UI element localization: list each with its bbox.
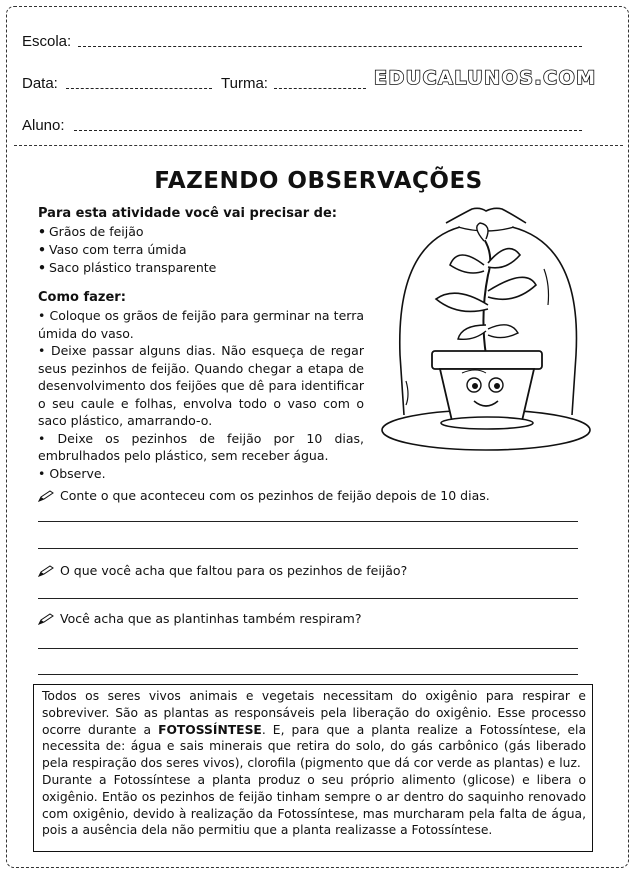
answer-line[interactable]	[38, 548, 578, 549]
aluno-field[interactable]	[74, 130, 582, 131]
method-heading: Como fazer:	[38, 290, 126, 305]
aluno-label: Aluno:	[22, 117, 65, 134]
material-item: • Saco plástico transparente	[38, 260, 217, 275]
method-step: • Deixe os pezinhos de feijão por 10 dias, embrulhados pelo plástico, sem receber água.	[38, 430, 365, 463]
turma-field[interactable]	[274, 88, 366, 89]
method-step: • Observe.	[38, 465, 106, 481]
answer-line[interactable]	[38, 648, 578, 649]
material-item: • Vaso com terra úmida	[38, 242, 187, 257]
info-paragraph-1: Todos os seres vivos animais e vegetais necessitam do oxigênio para respirar e sobreviver. São as plantas as responsáveis pela liberação do oxigênio. Esse processo ocorre durante a FOTOSSÍNTESE. E, para que a planta realize a Fotossíntese, ela necessita de: água e sais minerais que retira do solo, do gás carbônico (gás liberado pela respiração dos seres vivos), clorofila (pigmento que dá cor verde as plantas) e luz.	[42, 689, 586, 771]
method-steps	[38, 307, 364, 482]
info-paragraph-2: Durante a Fotossíntese a planta produz o seu próprio alimento (glicose) e libera o oxigênio. Então os pezinhos de feijão tinham sempre o ar dentro do saquinho renovado com oxigênio, devido à realização da Fotossíntese, mas murcharam pela falta de água, pois a ausência dela não permitiu que a planta realizasse a Fotossíntese.	[42, 772, 586, 838]
question-1: Conte o que aconteceu com os pezinhos de feijão depois de 10 dias.	[38, 488, 490, 503]
turma-label: Turma:	[221, 75, 268, 92]
escola-label: Escola:	[22, 33, 72, 50]
brand-logo: EDUCALUNOS.COM	[374, 67, 597, 89]
header-separator	[14, 145, 623, 146]
page-title: FAZENDO OBSERVAÇÕES	[154, 168, 483, 194]
method-step: • Coloque os grãos de feijão para germinar na terra úmida do vaso.	[38, 308, 364, 341]
pencil-icon	[38, 565, 54, 577]
pencil-icon	[38, 490, 54, 502]
question-3: Você acha que as plantinhas também respiram?	[38, 611, 361, 626]
materials-heading: Para esta atividade você vai precisar de:	[38, 206, 337, 221]
answer-line[interactable]	[38, 598, 578, 599]
plant-in-bag-illustration	[376, 205, 596, 465]
answer-line[interactable]	[38, 521, 578, 522]
answer-line[interactable]	[38, 674, 578, 675]
method-step: • Deixe passar alguns dias. Não esqueça de regar seus pezinhos de feijão. Quando chegar a etapa de desenvolvimento dos feijões que dê para identificar o seu caule e folhas, envolva todo o vaso com o saco plástico, amarrando-o.	[38, 343, 364, 428]
info-box	[33, 684, 593, 852]
data-label: Data:	[22, 75, 58, 92]
escola-field[interactable]	[78, 46, 582, 47]
pencil-icon	[38, 613, 54, 625]
data-field[interactable]	[66, 88, 212, 89]
question-2: O que você acha que faltou para os pezinhos de feijão?	[38, 563, 407, 578]
material-item: • Grãos de feijão	[38, 224, 144, 239]
